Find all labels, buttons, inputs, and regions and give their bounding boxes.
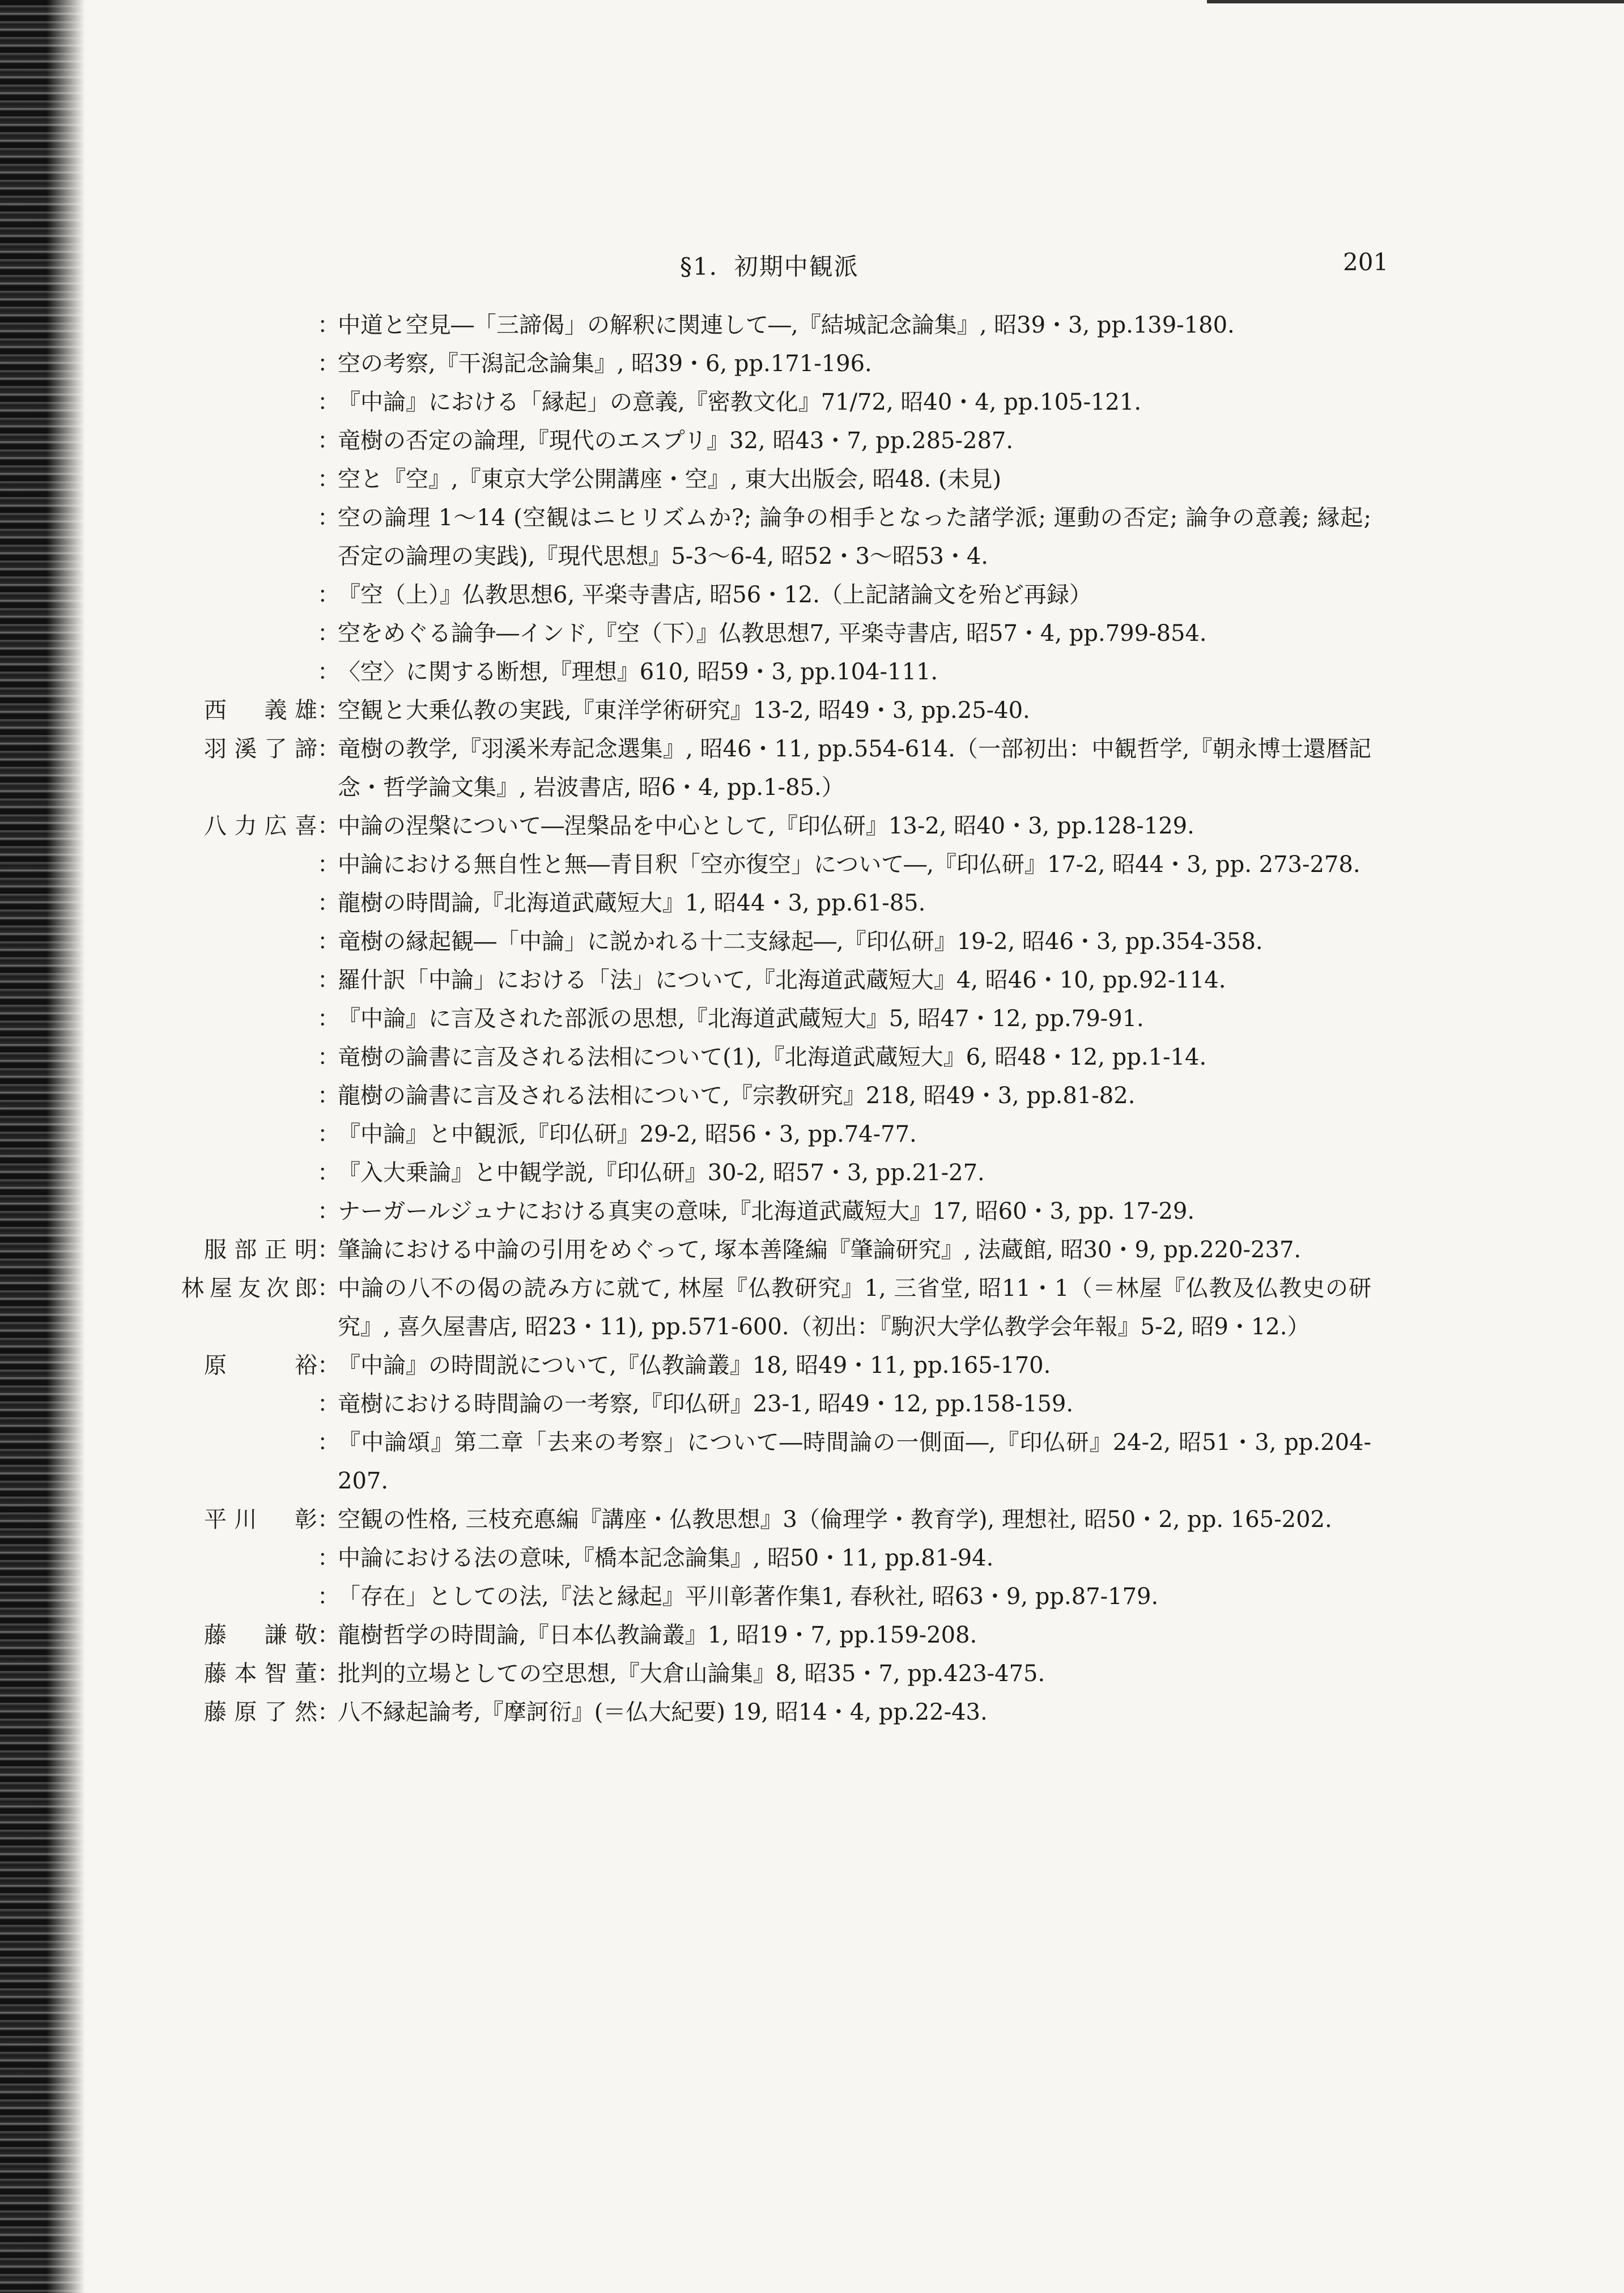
bibliography-entry (204, 1616, 1371, 1654)
bibliography-entry (204, 691, 1371, 730)
entry-colon: ： (317, 1699, 340, 1725)
entry-colon: ： (317, 1545, 340, 1571)
entry-text: 『中論』における「縁起」の意義,『密教文化』71/72, 昭40・4, pp.105-121. (338, 389, 1142, 415)
entry-author (204, 383, 317, 422)
entry-colon: ： (317, 389, 340, 415)
bibliography-entry (204, 614, 1371, 653)
entry-colon: ： (317, 736, 340, 762)
entry-colon: ： (317, 1275, 340, 1301)
entry-colon: ： (317, 620, 340, 646)
entry-text: 『中論』の時間説について,『仏教論叢』18, 昭49・11, pp.165-170. (338, 1352, 1051, 1379)
bibliography-entry (204, 884, 1371, 922)
entry-text: 空と『空』,『東京大学公開講座・空』, 東大出版会, 昭48. (未見) (338, 466, 1002, 492)
entry-author: 八力広喜 (204, 813, 317, 839)
entry-text: 批判的立場としての空思想,『大倉山論集』8, 昭35・7, pp.423-475. (338, 1661, 1045, 1687)
page-header (0, 248, 1624, 282)
entry-colon: ： (317, 1622, 340, 1648)
entry-author (204, 499, 317, 576)
entry-text: 『中論』に言及された部派の思想,『北海道武蔵短大』5, 昭47・12, pp.79-91. (338, 1006, 1144, 1032)
entry-author (204, 1385, 317, 1423)
entry-author (204, 884, 317, 922)
entry-colon: ： (317, 1006, 340, 1032)
entry-colon: ： (317, 1352, 340, 1379)
entry-author: 西 義雄 (204, 697, 317, 724)
entry-text: 空観と大乗仏教の実践,『東洋学術研究』13-2, 昭49・3, pp.25-40. (338, 697, 1030, 724)
bibliography-entry (204, 383, 1371, 422)
entry-colon: ： (317, 1430, 340, 1456)
entry-colon: ： (317, 1198, 340, 1224)
bibliography-entry (204, 1077, 1371, 1115)
bibliography-entry (204, 306, 1371, 344)
entry-text: 中論の八不の偈の読み方に就て, 林屋『仏教研究』1, 三省堂, 昭11・1（＝林屋『仏教及仏教史の研究』, 喜久屋書店, 昭23・11), pp.571-600.（初出：『駒沢大学仏教学会年報』5-2, 昭9・12.） (338, 1275, 1371, 1340)
entry-colon: ： (317, 852, 340, 878)
entry-author: 藤原了然 (204, 1699, 317, 1725)
entry-author: 平川 彰 (204, 1507, 317, 1533)
entry-author: 原 裕 (204, 1352, 317, 1379)
entry-author (204, 1423, 317, 1500)
entry-author (204, 1577, 317, 1616)
bibliography-entry (181, 1269, 1371, 1346)
entry-text: 龍樹の時間論,『北海道武蔵短大』1, 昭44・3, pp.61-85. (338, 890, 926, 916)
entry-text: 竜樹の否定の論理,『現代のエスプリ』32, 昭43・7, pp.285-287. (338, 428, 1014, 454)
entry-colon: ： (317, 505, 340, 531)
entry-colon: ： (317, 1044, 340, 1070)
entry-colon: ： (317, 890, 340, 916)
entry-text: 『入大乗論』と中観学説,『印仏研』30-2, 昭57・3, pp.21-27. (338, 1160, 985, 1186)
entry-colon: ： (317, 929, 340, 955)
entry-text: 〈空〉に関する断想,『理想』610, 昭59・3, pp.104-111. (338, 659, 938, 685)
entry-colon: ： (317, 351, 340, 377)
entry-text: 羅什訳「中論」における「法」について,『北海道武蔵短大』4, 昭46・10, pp.92-114. (338, 967, 1226, 993)
entry-colon: ： (317, 428, 340, 454)
entry-author (204, 460, 317, 499)
entry-author: 林屋友次郎 (181, 1275, 317, 1301)
entry-colon: ： (317, 1661, 340, 1687)
entry-text: 空の論理 1～14 (空観はニヒリズムか?; 論争の相手となった諸学派; 運動の否定; 論争の意義; 縁起; 否定の論理の実践),『現代思想』5-3～6-4, 昭52・3～昭53・4. (338, 505, 1371, 569)
entry-author (204, 922, 317, 961)
entry-author (204, 344, 317, 383)
running-head: §1．初期中観派 (680, 253, 859, 280)
bibliography-entry (204, 730, 1371, 807)
bibliography-entry (204, 1500, 1371, 1539)
entry-colon: ： (317, 1121, 340, 1147)
entry-author (204, 576, 317, 614)
bibliography-entry (204, 922, 1371, 961)
bibliography-entry (204, 1115, 1371, 1154)
entry-text: 八不縁起論考,『摩訶衍』(＝仏大紀要) 19, 昭14・4, pp.22-43. (338, 1699, 988, 1725)
entry-author (204, 999, 317, 1038)
entry-author (204, 1539, 317, 1577)
entry-author: 藤 謙敬 (204, 1622, 317, 1648)
entry-text: 空の考察,『干潟記念論集』, 昭39・6, pp.171-196. (338, 351, 872, 377)
entry-colon: ： (317, 1584, 340, 1610)
entry-author (204, 1115, 317, 1154)
bibliography-entry (204, 1192, 1371, 1231)
bibliography-entry (204, 1346, 1371, 1385)
entry-author (204, 1154, 317, 1192)
entry-text: 「存在」としての法,『法と縁起』平川彰著作集1, 春秋社, 昭63・9, pp.87-179. (338, 1584, 1159, 1610)
bibliography-entry (204, 653, 1371, 691)
entry-text: 龍樹の論書に言及される法相について,『宗教研究』218, 昭49・3, pp.81-82. (338, 1083, 1136, 1109)
bibliography-entry (204, 1231, 1371, 1269)
entry-text: 『中論』と中観派,『印仏研』29-2, 昭56・3, pp.74-77. (338, 1121, 917, 1147)
entry-colon: ： (317, 967, 340, 993)
entry-author (204, 653, 317, 691)
entry-colon: ： (317, 1237, 340, 1263)
bibliography-entry (204, 999, 1371, 1038)
entry-author (204, 1192, 317, 1231)
entry-text: 竜樹における時間論の一考察,『印仏研』23-1, 昭49・12, pp.158-159. (338, 1391, 1074, 1417)
bibliography-entry (204, 460, 1371, 499)
entry-text: 竜樹の縁起観―「中論」に説かれる十二支縁起―,『印仏研』19-2, 昭46・3, pp.354-358. (338, 929, 1263, 955)
entry-author: 藤本智董 (204, 1661, 317, 1687)
entry-author (204, 422, 317, 460)
entry-text: 『中論頌』第二章「去来の考察」について―時間論の一側面―,『印仏研』24-2, 昭51・3, pp.204-207. (338, 1430, 1371, 1494)
bibliography-entry (204, 961, 1371, 999)
entry-text: 竜樹の論書に言及される法相について(1),『北海道武蔵短大』6, 昭48・12, pp.1-14. (338, 1044, 1207, 1070)
bibliography-entry (204, 422, 1371, 460)
entry-text: 肇論における中論の引用をめぐって, 塚本善隆編『肇論研究』, 法蔵館, 昭30・9, pp.220-237. (338, 1237, 1302, 1263)
entry-text: ナーガールジュナにおける真実の意味,『北海道武蔵短大』17, 昭60・3, pp. 17-29. (338, 1198, 1195, 1224)
entry-author (204, 1038, 317, 1077)
bibliography-entry (204, 1539, 1371, 1577)
entry-text: 中道と空見―「三諦偈」の解釈に関連して―,『結城記念論集』, 昭39・3, pp.139-180. (338, 312, 1235, 338)
entry-text: 中論における法の意味,『橋本記念論集』, 昭50・11, pp.81-94. (338, 1545, 994, 1571)
bibliography-entry (204, 1693, 1371, 1732)
entry-colon: ： (317, 1391, 340, 1417)
entry-text: 空観の性格, 三枝充悳編『講座・仏教思想』3（倫理学・教育学), 理想社, 昭50・2, pp. 165-202. (338, 1507, 1332, 1533)
bibliography-entry (204, 845, 1371, 884)
entry-colon: ： (317, 1507, 340, 1533)
bibliography-entry (204, 807, 1371, 845)
entry-author: 服部正明 (204, 1237, 317, 1263)
bibliography-entry (204, 344, 1371, 383)
bibliography-entry (204, 1654, 1371, 1693)
bibliography-entry (204, 1423, 1371, 1500)
entry-colon: ： (317, 1160, 340, 1186)
entry-author (204, 1077, 317, 1115)
entry-colon: ： (317, 813, 340, 839)
bibliography-entry (204, 1038, 1371, 1077)
entry-text: 中論における無自性と無―青目釈「空亦復空」について―,『印仏研』17-2, 昭44・3, pp. 273-278. (338, 852, 1361, 878)
entry-author (204, 306, 317, 344)
bibliography-list (181, 306, 1371, 1732)
bibliography-entry (204, 1577, 1371, 1616)
bibliography-entry (204, 576, 1371, 614)
entry-text: 『空（上）』仏教思想6, 平楽寺書店, 昭56・12.（上記諸論文を殆ど再録） (338, 582, 1092, 608)
entry-colon: ： (317, 312, 340, 338)
entry-author (204, 845, 317, 884)
scan-edge-shadow (0, 0, 85, 2293)
entry-colon: ： (317, 466, 340, 492)
entry-author: 羽溪了諦 (204, 736, 317, 762)
entry-author (204, 614, 317, 653)
entry-author (204, 961, 317, 999)
entry-colon: ： (317, 582, 340, 608)
bibliography-entry (204, 1154, 1371, 1192)
entry-text: 中論の涅槃について―涅槃品を中心として,『印仏研』13-2, 昭40・3, pp.128-129. (338, 813, 1194, 839)
entry-colon: ： (317, 1083, 340, 1109)
bibliography-entry (204, 1385, 1371, 1423)
entry-colon: ： (317, 659, 340, 685)
page-number: 201 (1343, 248, 1389, 276)
entry-text: 空をめぐる論争―インド,『空（下）』仏教思想7, 平楽寺書店, 昭57・4, pp.799-854. (338, 620, 1207, 646)
entry-text: 竜樹の教学,『羽溪米寿記念選集』, 昭46・11, pp.554-614.（一部初出：中観哲学,『朝永博士還暦記念・哲学論文集』, 岩波書店, 昭6・4, pp.1-85.） (338, 736, 1371, 801)
bibliography-entry (204, 499, 1371, 576)
entry-text: 龍樹哲学の時間論,『日本仏教論叢』1, 昭19・7, pp.159-208. (338, 1622, 977, 1648)
scan-top-line (1207, 0, 1624, 3)
entry-colon: ： (317, 697, 340, 724)
